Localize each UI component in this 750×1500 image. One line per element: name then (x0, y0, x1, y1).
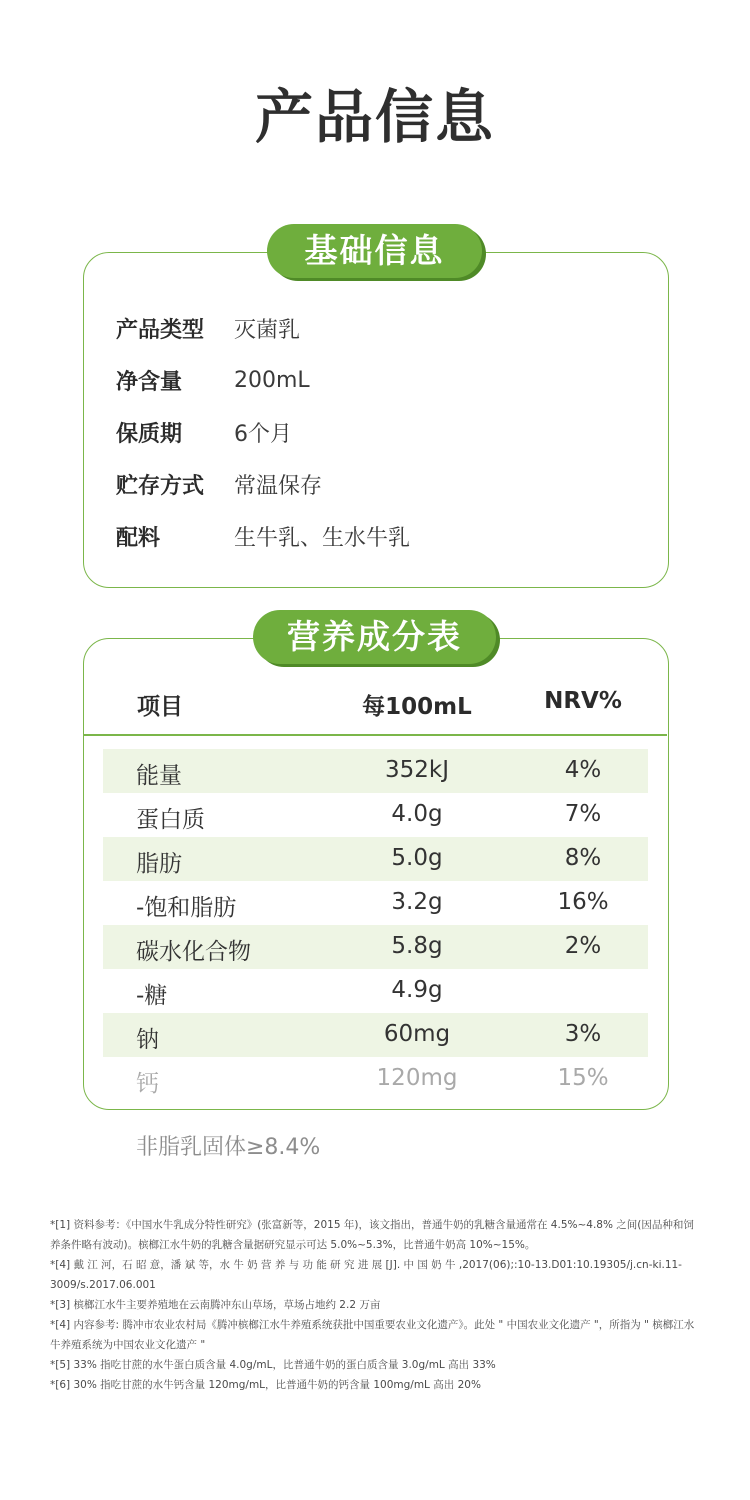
info-row-type (116, 313, 300, 343)
nutrient-amount: 60mg (383, 1021, 451, 1047)
header-item: 项目 (137, 694, 183, 720)
table-row (103, 793, 648, 837)
table-row (103, 1013, 648, 1057)
table-row (103, 881, 648, 925)
info-label: 配料 (116, 525, 161, 551)
non-fat-solids-note: 非脂乳固体≥8.4% (136, 1135, 321, 1160)
nutrient-name: 碳水化合物 (136, 939, 251, 965)
nutrient-amount: 352kJ (384, 757, 449, 783)
nutrient-amount: 5.0g (391, 845, 443, 871)
reference-note: *[6] 30% 指吃甘蔗的水牛钙含量 120mg/mL，比普通牛奶的钙含量 100mg/mL 高出 20% (50, 1379, 481, 1391)
nutrient-nrv: 4% (564, 757, 602, 783)
info-value: 生牛乳、生水牛乳 (234, 525, 411, 551)
nutrient-name: 蛋白质 (136, 807, 205, 833)
nutrient-amount: 4.0g (391, 801, 443, 827)
info-value: 200mL (234, 367, 310, 393)
reference-note: *[5] 33% 指吃甘蔗的水牛蛋白质含量 4.0g/mL，比普通牛奶的蛋白质含量 3.0g/mL 高出 33% (50, 1359, 496, 1371)
info-value: 灭菌乳 (234, 317, 301, 343)
basic-info-badge: 基础信息 (267, 224, 482, 278)
nutrient-name: 能量 (136, 763, 182, 789)
references (50, 1215, 702, 1395)
reference-note: *[4] 戴 江 河，石 昭 意，潘 斌 等，水 牛 奶 营 养 与 功 能 研 究 进 展 [J]. 中 国 奶 牛 ,2017(06);:10-13.D01:10.19305/j.cn-ki.11-3009/s.2017.06.001 (50, 1259, 682, 1291)
info-row-storage (116, 469, 322, 499)
nutrient-nrv: 15% (557, 1065, 609, 1091)
table-row (103, 837, 648, 881)
table-row (103, 749, 648, 793)
header-per100ml: 每100mL (362, 694, 472, 720)
nutrition-table-header (83, 688, 667, 724)
nutrient-amount: 4.9g (391, 977, 443, 1003)
table-row (103, 925, 648, 969)
reference-note: *[3] 槟榔江水牛主要养殖地在云南腾冲东山草场，草场占地约 2.2 万亩 (50, 1299, 381, 1311)
nutrient-amount: 5.8g (391, 933, 443, 959)
info-row-volume (116, 365, 310, 395)
nutrient-nrv: 16% (557, 889, 609, 915)
nutrient-nrv: 7% (564, 801, 602, 827)
nutrient-amount: 3.2g (391, 889, 443, 915)
reference-note: *[4] 内容参考: 腾冲市农业农村局《腾冲槟榔江水牛养殖系统获批中国重要农业文化遗产》。此处 " 中国农业文化遗产 "，所指为 " 槟榔江水牛养殖系统为中国农业文化遗产 " (50, 1319, 695, 1351)
info-label: 净含量 (116, 369, 183, 395)
info-label: 保质期 (116, 421, 183, 447)
nutrient-name: 钙 (136, 1071, 159, 1097)
info-value: 常温保存 (234, 473, 323, 499)
nutrient-name: -糖 (136, 983, 168, 1009)
info-row-ingredients (116, 521, 410, 551)
nutrient-nrv: 3% (564, 1021, 602, 1047)
table-row (103, 1057, 648, 1101)
info-label: 贮存方式 (116, 473, 205, 499)
nutrient-name: 脂肪 (136, 851, 182, 877)
info-value: 6个月 (234, 421, 292, 447)
nutrient-nrv: 8% (564, 845, 602, 871)
nutrient-name: 钠 (136, 1027, 159, 1053)
reference-note: *[1] 资料参考：《中国水牛乳成分特性研究》(张富新等，2015 年)，该文指出，普通牛奶的乳糖含量通常在 4.5%~4.8% 之间(因品种和饲养条件略有波动)。槟榔江水牛奶的乳糖含量据研究显示可达 5.0%~5.3%，比普通牛奶高 10%~15%。 (50, 1219, 694, 1251)
nutrient-nrv: 2% (564, 933, 602, 959)
table-row (103, 969, 648, 1013)
nutrient-amount: 120mg (376, 1065, 458, 1091)
nutrition-badge: 营养成分表 (253, 610, 496, 664)
info-label: 产品类型 (116, 317, 205, 343)
nutrient-name: -饱和脂肪 (136, 895, 237, 921)
header-divider (83, 734, 667, 736)
page-title: 产品信息 (254, 83, 495, 151)
info-row-shelf-life (116, 417, 292, 447)
header-nrv: NRV% (544, 688, 622, 714)
